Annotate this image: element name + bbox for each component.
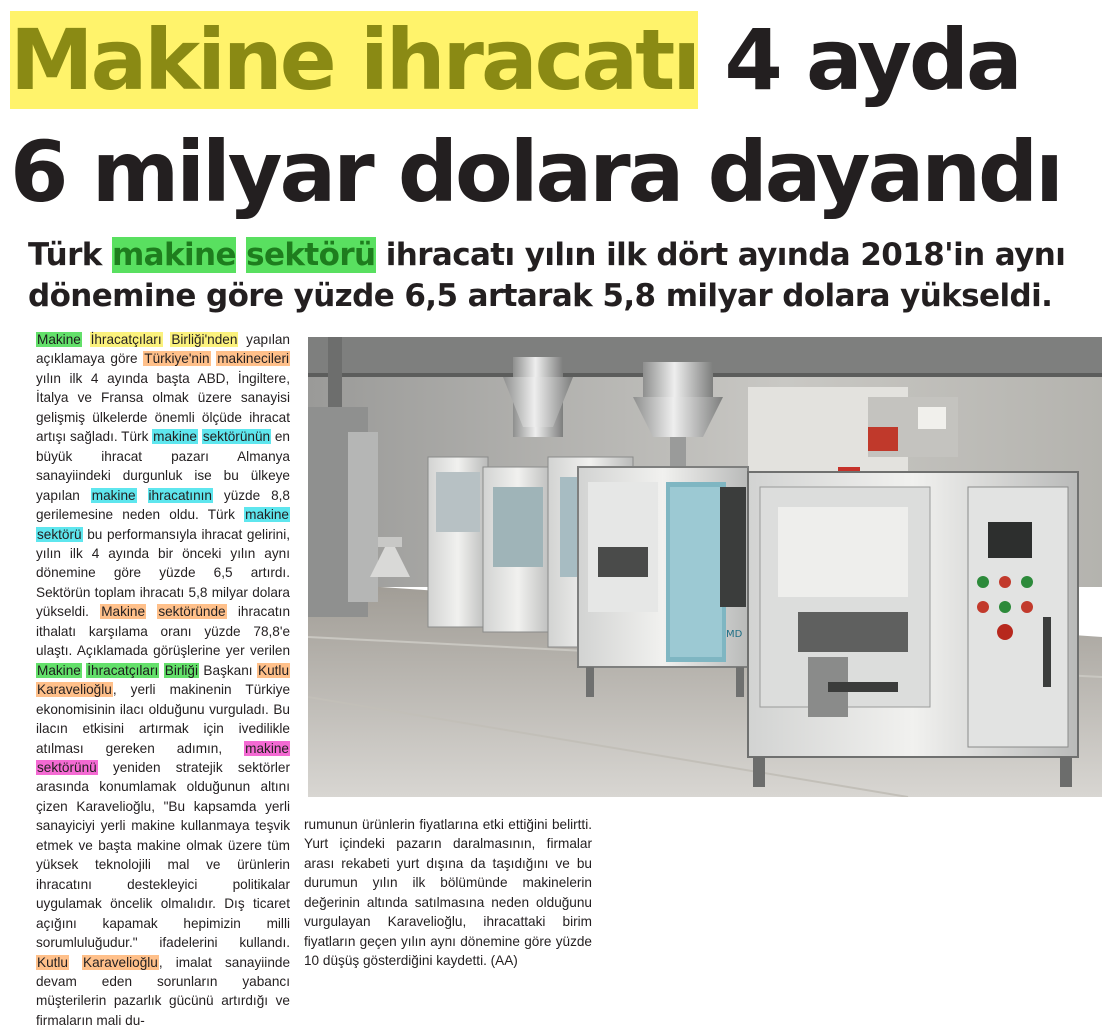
article-column-1 [36,330,290,1030]
keyword-highlight: sektörünü [37,759,97,775]
headline [10,4,1106,228]
factory-photo [308,337,1102,797]
keyword-highlight: Makine [101,604,146,620]
panel-label: MD [726,629,743,640]
keyword-highlight: makine [153,429,197,445]
article-text: yapılan açıklamaya göre [36,332,290,367]
article-text: Başkanı [198,662,258,678]
keyword-highlight: makinecileri [217,351,289,367]
keyword-highlight: Kutlu [37,954,68,970]
keyword-highlight: makine [91,487,136,503]
keyword-highlight: Karavelioğlu [83,954,158,970]
subheadline [28,235,1103,317]
keyword-highlight: sektörünün [202,429,271,445]
headline-highlight: Makine ihracatı [10,11,699,109]
subheadline-text [236,237,246,273]
article-text: bu performansıyla ihracat gelirini, yılın ilk 4 ayında bir önceki yılın aynı dönemine göre yüzde 6,5 artırdı. Sektörün toplam ihracatı 5,8 milyar dolara yükseldi. [36,526,290,620]
keyword-highlight: ihracatının [148,487,212,503]
headline-line-1-rest: 4 ayda [698,11,1020,109]
article-text: yeniden stratejik sektörler arasında konumlamak olduğunun altını çizen Karavelioğlu, "Bu kapsamda yerli sanayiciyi yerli makine kullanmaya teşvik etmek ve başta makine olmak üzere tüm yüksek teknolojili mal ve ürünlerin ihracatını destekleyici politikalar uygulamak öncelik olmalıdır. Dış ticaret açığını kapamak hepimizin milli sorumluluğudur." ifadelerini kullandı. [36,759,290,951]
article-text: , imalat sanayiinde devam eden sorunların yabancı müşterilerin pazarlık gücünü artırdığı ve firmaların mali du- [36,954,290,1028]
keyword-highlight: Türkiye'nin [144,351,210,367]
article-text: ihracatın ithalatı karşılama oranı yüzde 78,8'e ulaştı. Açıklamada görüşlerine yer verilen [36,604,291,659]
headline-line-1 [10,4,1106,116]
keyword-highlight: sektöründe [158,604,226,620]
keyword-highlight: makine [111,237,236,273]
keyword-highlight: makine [245,507,289,523]
headline-line-2: 6 milyar dolara dayandı [10,123,1061,221]
keyword-highlight: sektörü [246,237,376,273]
keyword-highlight: Birliği [164,662,198,678]
keyword-highlight: Kutlu [258,662,289,678]
subheadline-line-1 [28,235,1103,276]
keyword-highlight: İhracatçıları [87,662,159,678]
article-column-2: rumunun ürünlerin fiyatlarına etki ettiğini belirtti. Yurt içindeki pazarın daralmasının, firmalar arası rekabeti yurt dışına da taşıdığını ve bu durumun yılın ilk bölümünde makinelerin değerinin altında satılmasına neden olduğunu vurgulayan Karavelioğlu, ihracattaki birim fiyatların geçen yılın aynı dönemine göre yüzde 10 düşüş gösterdiğini kaydetti. (AA) [304,817,592,969]
keyword-highlight: sektörü [37,526,82,542]
article-text: yüzde 8,8 gerilemesine neden oldu. Türk [36,487,290,523]
subheadline-text: Türk [28,237,112,273]
keyword-highlight: Makine [37,662,81,678]
subheadline-text: ihracatı yılın ilk dört ayında 2018'in aynı [375,237,1066,273]
subheadline-line-2: dönemine göre yüzde 6,5 artarak 5,8 milyar dolara yükseldi. [28,278,1053,314]
keyword-highlight: makine [245,740,289,756]
article-text: en büyük ihracat pazarı Almanya sanayiindeki durgunluk ise bu ülkeye yapılan [36,429,290,503]
keyword-highlight: Makine [37,332,81,347]
keyword-highlight: Birliği'nden [171,332,238,347]
article-text: yılın ilk 4 ayında başta ABD, İngiltere, İtalya ve Fransa olmak üzere sanayisi gelişmiş ülkelerde önemli ölçüde ihracat artışı sağladı. Türk [36,370,290,445]
keyword-highlight: Karavelioğlu [37,682,112,698]
article-text: , yerli makinenin Türkiye ekonomisinin ilacı olduğunu vurguladı. Bu ilacın etkisini artırmak için ivedilikle atılması gereken adımın, [36,682,290,756]
keyword-highlight: İhracatçıları [90,332,162,347]
